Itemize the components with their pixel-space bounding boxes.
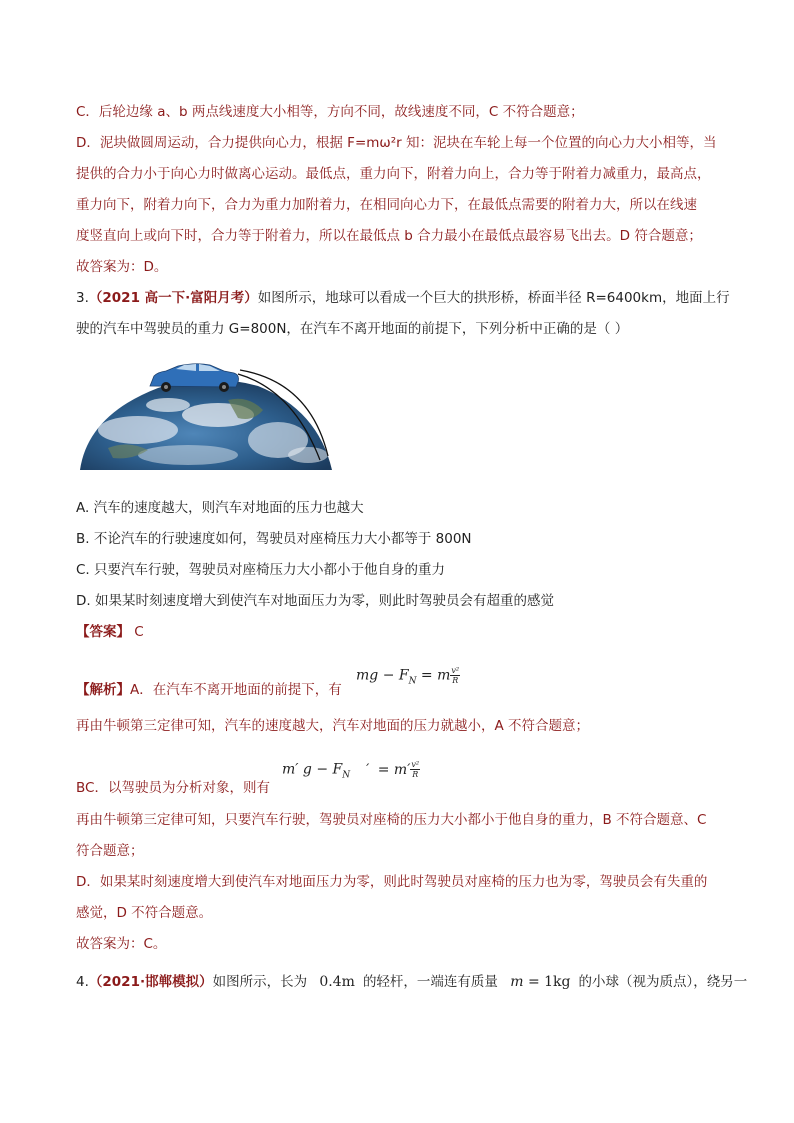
- question-number: 3.: [76, 290, 89, 306]
- question-4-stem: 4.（2021·邯郸模拟）如图所示，长为 0.4m 的轻杆，一端连有质量 m = 1kg 的小球（视为质点），绕另一: [76, 974, 748, 990]
- previous-answer: 故答案为：D。: [76, 259, 168, 275]
- option-d-explanation-3: 重力向下，附着力向下，合力为重力加附着力，在相同向心力下，在最低点需要的附着力大，所以在线速: [76, 197, 697, 213]
- option-d-explanation-1: D．泥块做圆周运动，合力提供向心力，根据 F=mω²r 知：泥块在车轮上每一个位置的向心力大小相等，当: [76, 135, 717, 151]
- answer-value: C: [134, 624, 144, 640]
- question-source: （2021·邯郸模拟）: [88, 974, 213, 990]
- question-number: 4.: [76, 974, 89, 990]
- analysis-bc-conclusion-2: 符合题意；: [76, 843, 144, 859]
- option-c-explanation: C．后轮边缘 a、b 两点线速度大小相等，方向不同，故线速度不同，C 不符合题意；: [76, 104, 584, 120]
- earth-arch-bridge-figure: [78, 360, 334, 472]
- analysis-label: 【解析】: [76, 682, 130, 698]
- option-d-explanation-2: 提供的合力小于向心力时做离心运动。最低点，重力向下，附着力向上，合力等于附着力减重力，最高点，: [76, 166, 711, 182]
- option-d: D. 如果某时刻速度增大到使汽车对地面压力为零，则此时驾驶员会有超重的感觉: [76, 593, 554, 609]
- answer-label: 【答案】: [76, 624, 130, 640]
- question-stem: 如图所示，地球可以看成一个巨大的拱形桥，桥面半径 R=6400km，地面上行: [257, 290, 730, 306]
- analysis-bc-conclusion-1: 再由牛顿第三定律可知，只要汽车行驶，驾驶员对座椅的压力大小都小于他自身的重力，B 不符合题意、C: [76, 812, 707, 828]
- option-b: B. 不论汽车的行驶速度如何，驾驶员对座椅压力大小都等于 800N: [76, 531, 472, 547]
- analysis-d-2: 感觉，D 不符合题意。: [76, 905, 213, 921]
- equation-2: m′ $g - F_N$ ′ = m′ $\frac{\text{v²}}{R}$: [282, 760, 420, 781]
- ball-mass: m = 1kg: [510, 974, 571, 990]
- question-source: （2021 高一下·富阳月考）: [88, 290, 258, 306]
- analysis-d-1: D．如果某时刻速度增大到使汽车对地面压力为零，则此时驾驶员对座椅的压力也为零，驾驶员会有失重的: [76, 874, 708, 890]
- question-3-stem-1: [76, 288, 730, 308]
- analysis-bc-line: BC．以驾驶员为分析对象，则有: [76, 780, 270, 796]
- earth-globe-icon: [80, 379, 332, 470]
- question-3-stem-2: 驶的汽车中驾驶员的重力 G=800N，在汽车不离开地面的前提下，下列分析中正确的是（ ）: [76, 321, 629, 337]
- answer-line: [76, 622, 144, 642]
- equation-1: mg − $F_N = m$ $\frac{\text{v²}}{R}$: [356, 666, 460, 687]
- rod-length: 0.4m: [319, 974, 355, 990]
- option-d-explanation-4: 度竖直向上或向下时，合力等于附着力，所以在最低点 b 合力最小在最低点最容易飞出去。D 符合题意；: [76, 228, 702, 244]
- option-a: A. 汽车的速度越大，则汽车对地面的压力也越大: [76, 500, 364, 516]
- analysis-a-conclusion: 再由牛顿第三定律可知，汽车的速度越大，汽车对地面的压力就越小，A 不符合题意；: [76, 718, 590, 734]
- analysis-a-line: [76, 680, 342, 700]
- analysis-a-text: A．在汽车不离开地面的前提下，有: [130, 682, 342, 698]
- final-answer: 故答案为：C。: [76, 936, 167, 952]
- option-c: C. 只要汽车行驶，驾驶员对座椅压力大小都小于他自身的重力: [76, 562, 446, 578]
